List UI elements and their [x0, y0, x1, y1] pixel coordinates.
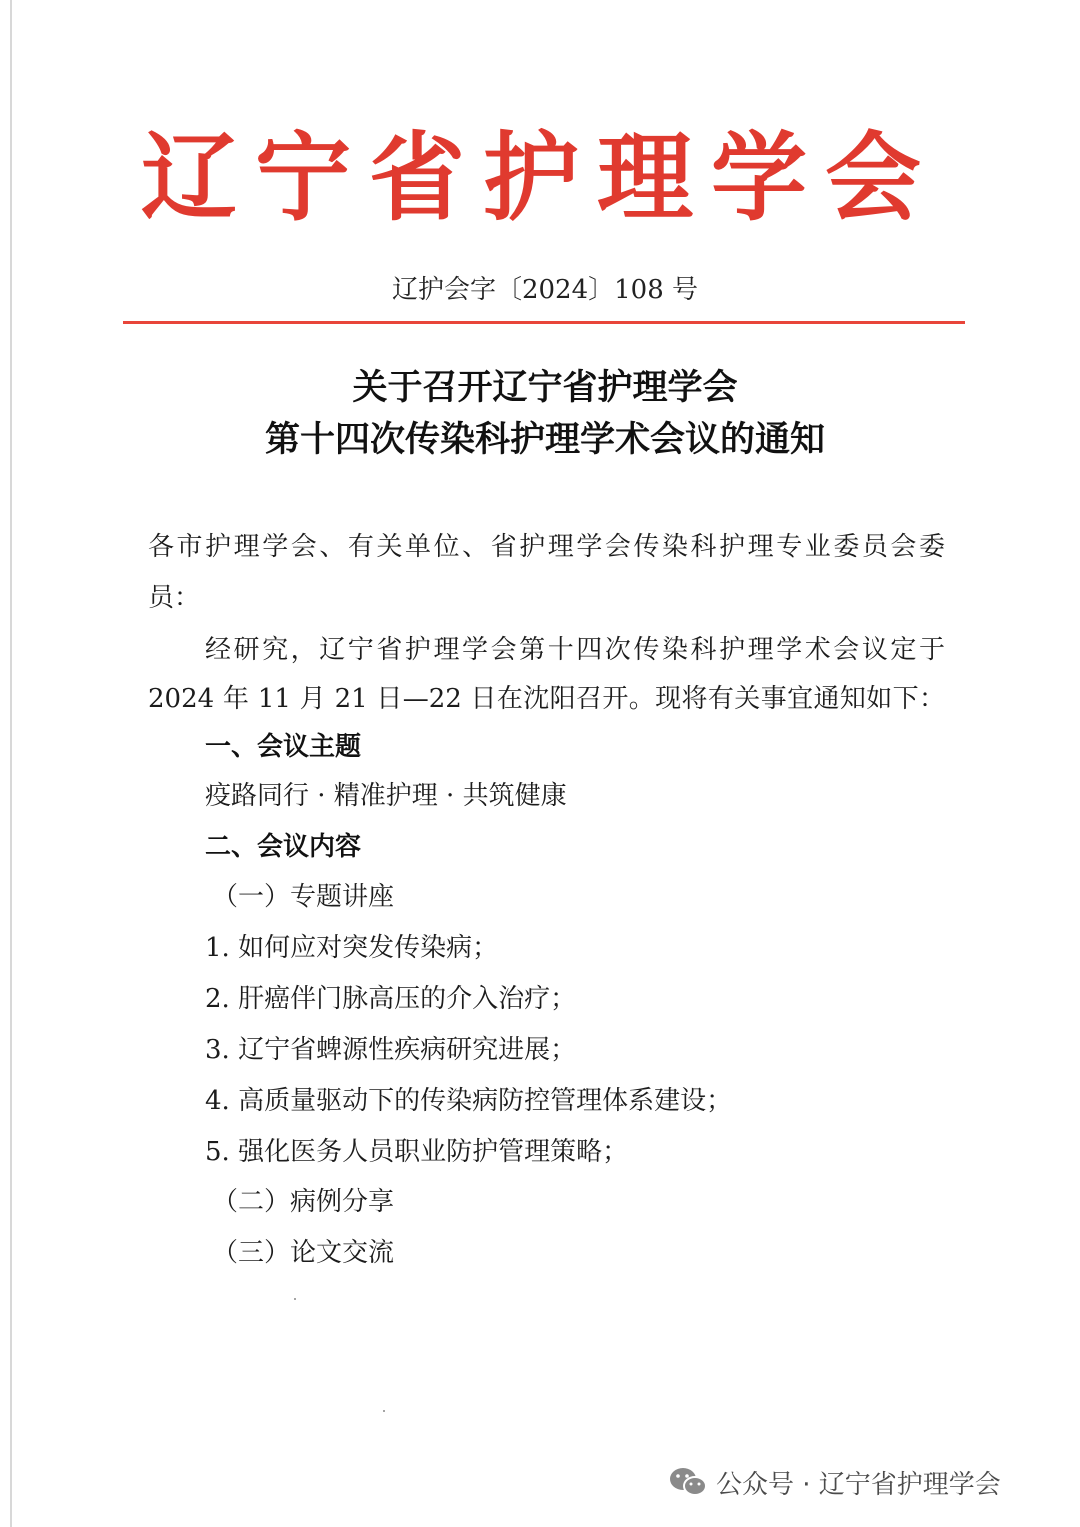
intro-paragraph-line-2: 2024 年 11 月 21 日—22 日在沈阳召开。现将有关事宜通知如下： [148, 684, 945, 714]
lecture-item-1: 1. 如何应对突发传染病； [205, 933, 499, 963]
document-number: 辽护会字〔2024〕108 号 [391, 275, 699, 305]
salutation-line-1: 各市护理学会、有关单位、省护理学会传染科护理专业委员会委 [148, 532, 945, 562]
red-divider-rule [123, 321, 965, 324]
wechat-icon [668, 1465, 708, 1499]
lecture-item-3: 3. 辽宁省蜱源性疾病研究进展； [205, 1035, 577, 1065]
wechat-watermark [668, 1462, 1001, 1502]
lecture-item-5: 5. 强化医务人员职业防护管理策略； [205, 1137, 629, 1167]
document-title-line-2: 第十四次传染科护理学术会议的通知 [264, 420, 825, 460]
lecture-item-2: 2. 肝癌伴门脉高压的介入治疗； [205, 984, 577, 1014]
scan-speck [383, 1410, 385, 1412]
section-2-heading: 二、会议内容 [205, 832, 362, 862]
meeting-theme: 疫路同行 · 精准护理 · 共筑健康 [205, 781, 567, 811]
section-1-heading: 一、会议主题 [205, 732, 362, 762]
subsection-3-heading: （三）论文交流 [212, 1238, 395, 1268]
intro-paragraph-line-1: 经研究，辽宁省护理学会第十四次传染科护理学术会议定于 [205, 635, 945, 665]
subsection-1-heading: （一）专题讲座 [212, 882, 395, 912]
document-title-line-1: 关于召开辽宁省护理学会 [352, 368, 738, 408]
letterhead-org-name: 辽宁省护理学会 [141, 121, 939, 234]
lecture-item-4: 4. 高质量驱动下的传染病防控管理体系建设； [205, 1086, 733, 1116]
scan-speck [294, 1298, 296, 1300]
subsection-2-heading: （二）病例分享 [212, 1187, 395, 1217]
salutation-line-2: 员： [148, 583, 201, 613]
watermark-text: 公众号 · 辽宁省护理学会 [716, 1469, 1001, 1500]
